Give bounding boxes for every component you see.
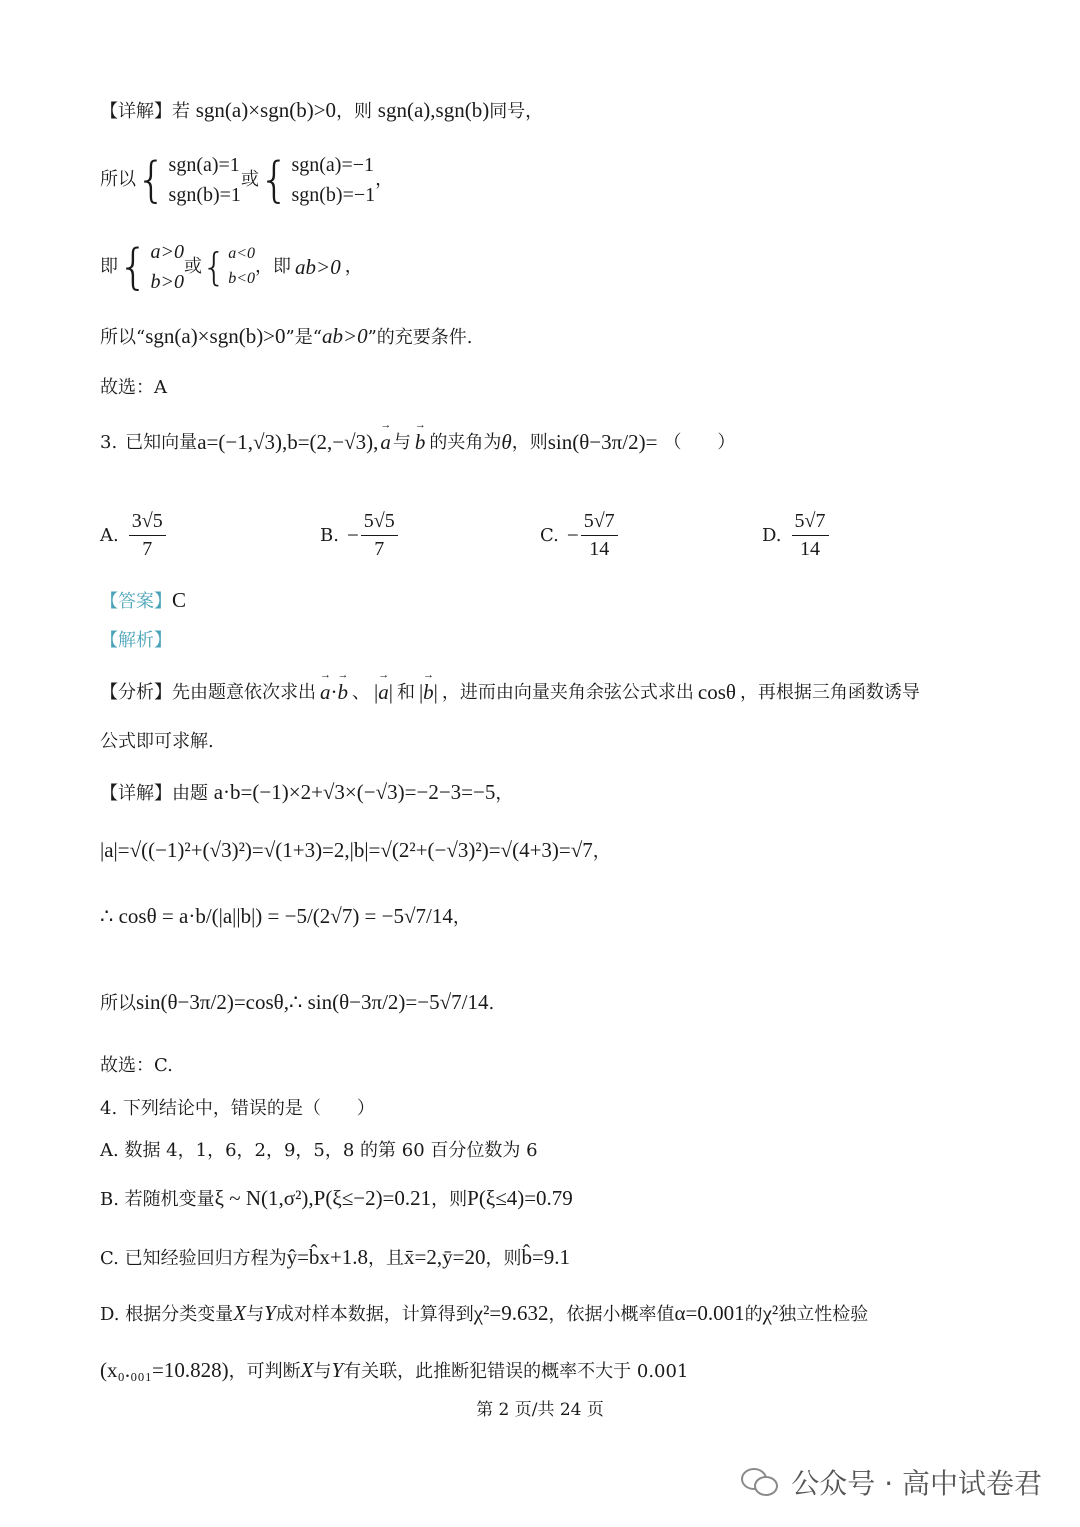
vector-b-def: b=(2,−√3), [287, 430, 379, 454]
sol2-cases-line: 所以 { sgn(a)=1 sgn(b)=1 或 { sgn(a)=−1 sgn(b)=−1 ， [100, 152, 394, 208]
q3-norms: |a|=√((−1)²+(√3)²)=√(1+3)=2,|b|=√(2²+(−√3)²)=√(4+3)=√7， [100, 838, 611, 862]
q3-option-a[interactable]: A. $\frac{3√5}{7}$ [100, 510, 168, 561]
q4-option-d-line2: (x₀.₀₀₁=10.828)，可判断X与Y有关联，此推断犯错误的概率不大于 0.001 [100, 1358, 689, 1382]
page-footer: 第 2 页/共 24 页 [476, 1400, 604, 1420]
q4-option-b[interactable]: B. 若随机变量ξ ~ N(1,σ²),P(ξ≤−2)=0.21，则P(ξ≤4)=0.79 [100, 1186, 573, 1210]
detail-label: 【详解】 [100, 101, 172, 122]
sol2-ineq-line: 即 { a>0 b>0 或 { a<0 b<0 ，即 ab>0 ， [100, 239, 363, 295]
math-expr: sgn(a),sgn(b) [377, 98, 490, 122]
wechat-icon [741, 1466, 779, 1498]
q3-jiexi-label: 【解析】 [100, 630, 172, 651]
norms-expr: |a|=√((−1)²+(√3)²)=√(1+3)=2,|b|=√(2²+(−√3)²)=√(4+3)=√7 [100, 838, 593, 862]
watermark-text: 公众号 · 高中试卷君 [791, 1467, 1042, 1500]
q4-option-c[interactable]: C. 已知经验回归方程为ŷ=b̂x+1.8，且x̄=2,ȳ=20，则b̂=9.1 [100, 1245, 571, 1269]
q3-detail-dot: 【详解】由题 a·b=(−1)×2+√3×(−√3)=−2−3=−5， [100, 780, 514, 804]
q3-option-c[interactable]: C. − $\frac{5√7}{14}$ [540, 510, 620, 561]
case-system-2: { sgn(a)=−1 sgn(b)=−1 [258, 152, 376, 208]
sol2-conclusion: 所以“sgn(a)×sgn(b)>0”是“ab>0”的充要条件. [100, 324, 473, 348]
sin-result-expr: sin(θ−3π/2)=cosθ,∴ sin(θ−3π/2)=−5√7/14 [136, 990, 489, 1014]
case-system-1: { sgn(a)=1 sgn(b)=1 [136, 152, 241, 208]
math-expr: sgn(a)×sgn(b)>0 [195, 98, 337, 122]
answer-blank: （ ） [663, 431, 736, 453]
q3-option-d[interactable]: D. $\frac{5√7}{14}$ [762, 510, 831, 561]
cos-expr: ∴ cosθ = a·b/(|a||b|) = −5/(2√7) = −5√7/14 [100, 904, 453, 928]
q3-analysis-line2: 公式即可求解. [100, 731, 214, 752]
dot-product-expr: a·b=(−1)×2+√3×(−√3)=−2−3=−5 [213, 780, 496, 804]
ineq-system-1: { a>0 b>0 [118, 239, 185, 295]
q3-option-b[interactable]: B. − $\frac{5√5}{7}$ [320, 510, 400, 561]
sol2-detail-line: 【详解】若 sgn(a)×sgn(b)>0，则 sgn(a),sgn(b)同号， [100, 98, 544, 122]
q3-analysis: 【分析】 先由题意依次求出 → a·→ b 、 |→ a| 和 |→ b| ，进而由向量夹角余弦公式求出 cosθ ，再根据三角函数诱导 [100, 682, 920, 703]
question-3-stem: 3. 已知向量 a=(−1,√3), b=(2,−√3), → a 与 → b 的夹角为 θ ，则 sin(θ−3π/2)= （ ） [100, 432, 735, 453]
vector-a-def: a=(−1,√3), [197, 430, 288, 454]
q3-answer: 【答案】C [100, 588, 187, 612]
q4-option-a[interactable]: A. 数据 4，1，6，2，9，5，8 的第 60 百分位数为 6 [100, 1140, 538, 1161]
question-4-stem: 4. 下列结论中，错误的是（ ） [100, 1098, 375, 1119]
q3-cos-line: ∴ cosθ = a·b/(|a||b|) = −5/(2√7) = −5√7/14， [100, 904, 471, 928]
watermark [741, 1462, 1042, 1502]
q4-option-d[interactable]: D. 根据分类变量X与Y成对样本数据，计算得到χ²=9.632，依据小概率值α=0.001的χ²独立性检验 [100, 1301, 869, 1325]
sin-expression: sin(θ−3π/2)= [547, 430, 658, 454]
q3-sin-line: 所以sin(θ−3π/2)=cosθ,∴ sin(θ−3π/2)=−5√7/14. [100, 990, 495, 1014]
sol2-choice: 故选：A [100, 377, 167, 398]
q3-choice: 故选：C. [100, 1055, 173, 1076]
ineq-system-2: { a<0 b<0 [202, 245, 256, 289]
